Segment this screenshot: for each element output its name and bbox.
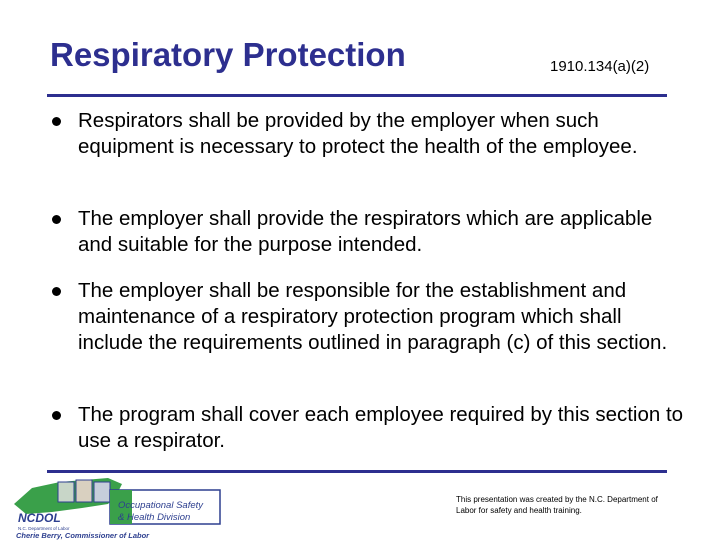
logo-division-line1: Occupational Safety [118, 500, 204, 511]
logo-agency: NCDOL [18, 511, 61, 525]
ncdol-logo [12, 474, 227, 540]
bullet-dot-icon [52, 215, 61, 224]
logo-agency-sub: N.C. Department of Labor [18, 526, 70, 531]
bullet-text: Respirators shall be provided by the employer when such equipment is necessary to protect the health of the employee. [78, 109, 638, 158]
logo-commissioner: Cherie Berry, Commissioner of Labor [16, 531, 150, 540]
bullet-dot-icon [52, 117, 61, 126]
footer-divider [47, 470, 667, 473]
slide-title: Respiratory Protection [50, 36, 406, 73]
logo-division-line2: & Health Division [118, 512, 191, 523]
footer-credit: This presentation was created by the N.C. Department of Labor for safety and health training. [456, 495, 658, 515]
bullet-text: The employer shall be responsible for the establishment and maintenance of a respiratory protection program which shall include the requirements outlined in paragraph (c) of this section. [78, 279, 668, 354]
title-divider [47, 94, 667, 97]
bullet-dot-icon [52, 411, 61, 420]
bullet-text: The employer shall provide the respirators which are applicable and suitable for the purpose intended. [78, 207, 653, 256]
bullet-text: The program shall cover each employee required by this section to use a respirator. [78, 403, 684, 452]
regulation-citation: 1910.134(a)(2) [550, 58, 650, 75]
bullet-dot-icon [52, 287, 61, 296]
